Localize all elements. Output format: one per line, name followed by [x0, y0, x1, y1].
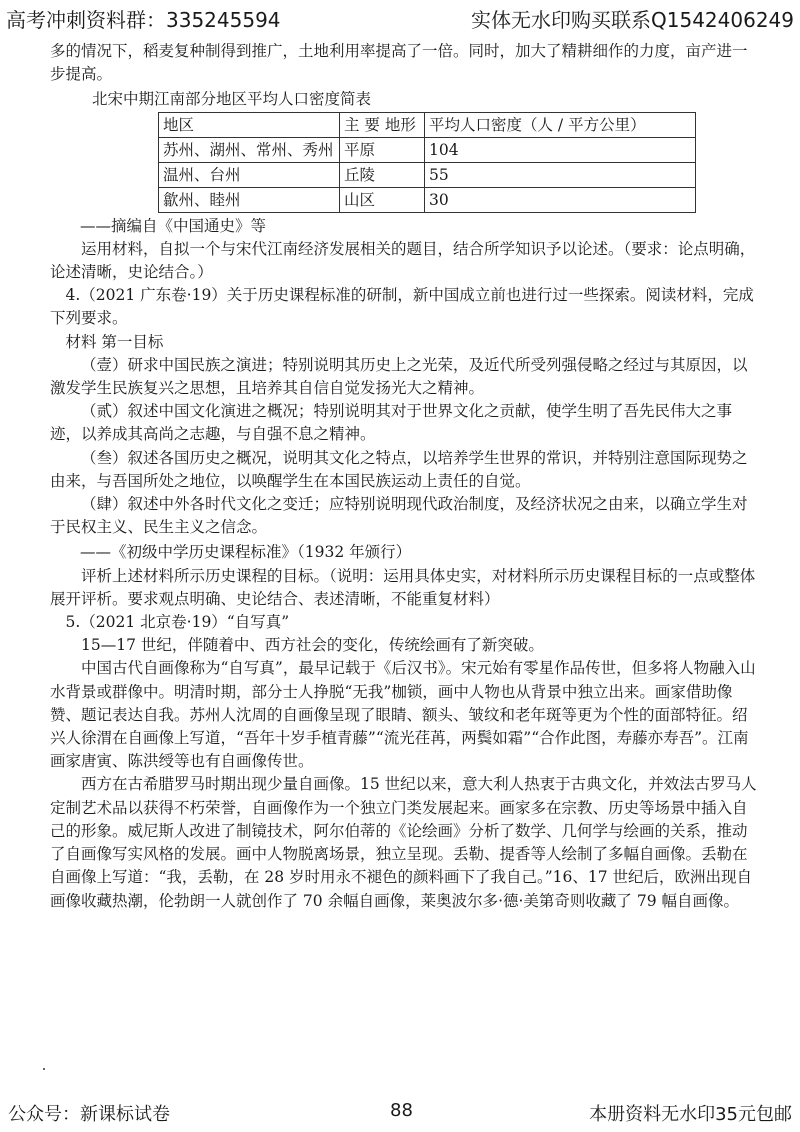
table-cell: 丘陵	[340, 162, 425, 187]
table-source: ——摘编自《中国通史》等	[80, 216, 267, 235]
table-row	[159, 187, 696, 212]
q4-material-item: （叁）叙述各国历史之概况，说明其文化之特点，以培养学生世界的常识，并特别注意国际现势之由来，与吾国所处之地位，以唤醒学生在本国民族运动上责任的自觉。	[50, 448, 748, 490]
q5-paragraph-west: 西方在古希腊罗马时期出现少量自画像。15 世纪以来，意大利人热衷于古典文化，并效法古罗马人定制艺术品以获得不朽荣誉，自画像作为一个独立门类发展起来。画家多在宗教、历史等场景中插入自己的形象。威尼斯人改进了制镜技术，阿尔伯蒂的《论绘画》分析了数学、几何学与绘画的关系，推动了自画像写实风格的发展。画中人物脱离场景，独立呈现。丢勒、提香等人绘制了多幅自画像。丢勒在自画像上写道：“我，丢勒，在 28 岁时用永不褪色的颜料画下了我自己。”16、17 世纪后，欧洲出现自画像收藏热潮，伦勃朗一人就创作了 70 余幅自画像，莱奥波尔多·德·美第奇则收藏了 79 幅自画像。	[50, 775, 757, 910]
top-paragraph: 多的情况下，稻麦复种制得到推广，土地利用率提高了一倍。同时，加大了精耕细作的力度，亩产进一步提高。	[50, 42, 748, 84]
page-footer	[0, 1100, 800, 1128]
page-header	[6, 4, 794, 34]
table-header-cell: 地区	[159, 112, 340, 137]
q4-material-item: （贰）叙述中国文化演进之概况；特别说明其对于世界文化之贡献，使学生明了吾先民伟大之事迹，以养成其高尚之志趣，与自强不息之精神。	[50, 402, 733, 444]
scan-speck	[43, 1068, 45, 1070]
q4-source: ——《初级中学历史课程标准》（1932 年颁行）	[80, 543, 412, 562]
table-cell: 苏州、湖州、常州、秀州	[159, 137, 340, 162]
header-right-text: 实体无水印购买联系Q1542406249	[471, 8, 794, 32]
q4-stem: 4.（2021 广东卷·19）关于历史课程标准的研制，新中国成立前也进行过一些探索。阅读材料，完成下列要求。	[50, 286, 754, 328]
table-cell: 歙州、睦州	[159, 187, 340, 212]
table-row	[159, 162, 696, 187]
q4-task: 评析上述材料所示历史课程的目标。（说明：运用具体史实，对材料所示历史课程目标的一点或整体展开评析。要求观点明确、史论结合、表述清晰，不能重复材料）	[50, 566, 756, 608]
table-row	[159, 137, 696, 162]
table-cell: 温州、台州	[159, 162, 340, 187]
table-cell: 104	[425, 137, 696, 162]
table-header-cell: 主 要 地形	[340, 112, 425, 137]
q4-material-title: 材料 第一目标	[65, 332, 164, 351]
table-header-cell: 平均人口密度（人 / 平方公里）	[425, 112, 696, 137]
q5-intro: 15—17 世纪，伴随着中、西方社会的变化，传统绘画有了新突破。	[81, 636, 544, 655]
footer-left-text: 公众号：新课标试卷	[8, 1104, 170, 1125]
q4-material-item: （壹）研求中国民族之演进；特别说明其历史上之光荣，及近代所受列强侵略之经过与其原因，以激发学生民族复兴之思想，且培养其自信自觉发扬光大之精神。	[50, 355, 748, 398]
footer-right-text: 本册资料无水印35元包邮	[589, 1104, 792, 1125]
header-left-text: 高考冲刺资料群：335245594	[6, 8, 281, 32]
q5-paragraph-china: 中国古代自画像称为“自写真”，最早记载于《后汉书》。宋元始有零星作品传世，但多将人物融入山水背景或群像中。明清时期，部分士人挣脱“无我”枷锁，画中人物也从背景中独立出来。画家借助像赞、题记表达自我。苏州人沈周的自画像呈现了眼睛、额头、皱纹和老年斑等更为个性的面部特征。绍兴人徐渭在自画像上写道，“吾年十岁手植青藤”“流光荏苒，两鬓如霜”“合作此图，寿藤亦寿吾”。江南画家唐寅、陈洪绶等也有自画像传世。	[50, 659, 756, 771]
table-cell: 平原	[340, 137, 425, 162]
page-content	[50, 40, 762, 913]
table-header-row	[159, 112, 696, 137]
q3-task: 运用材料，自拟一个与宋代江南经济发展相关的题目，结合所学知识予以论述。（要求：论点明确，论述清晰，史论结合。）	[50, 239, 756, 282]
table-caption: 北宋中期江南部分地区平均人口密度简表	[92, 90, 372, 109]
population-density-table	[158, 112, 696, 213]
page-number: 88	[390, 1100, 413, 1121]
q5-stem: 5.（2021 北京卷·19）“自写真”	[65, 613, 290, 632]
table-cell: 山区	[340, 187, 425, 212]
table-cell: 55	[425, 162, 696, 187]
table-cell: 30	[425, 187, 696, 212]
q4-material-item: （肆）叙述中外各时代文化之变迁；应特别说明现代政治制度，及经济状况之由来，以确立学生对于民权主义、民生主义之信念。	[50, 495, 748, 537]
